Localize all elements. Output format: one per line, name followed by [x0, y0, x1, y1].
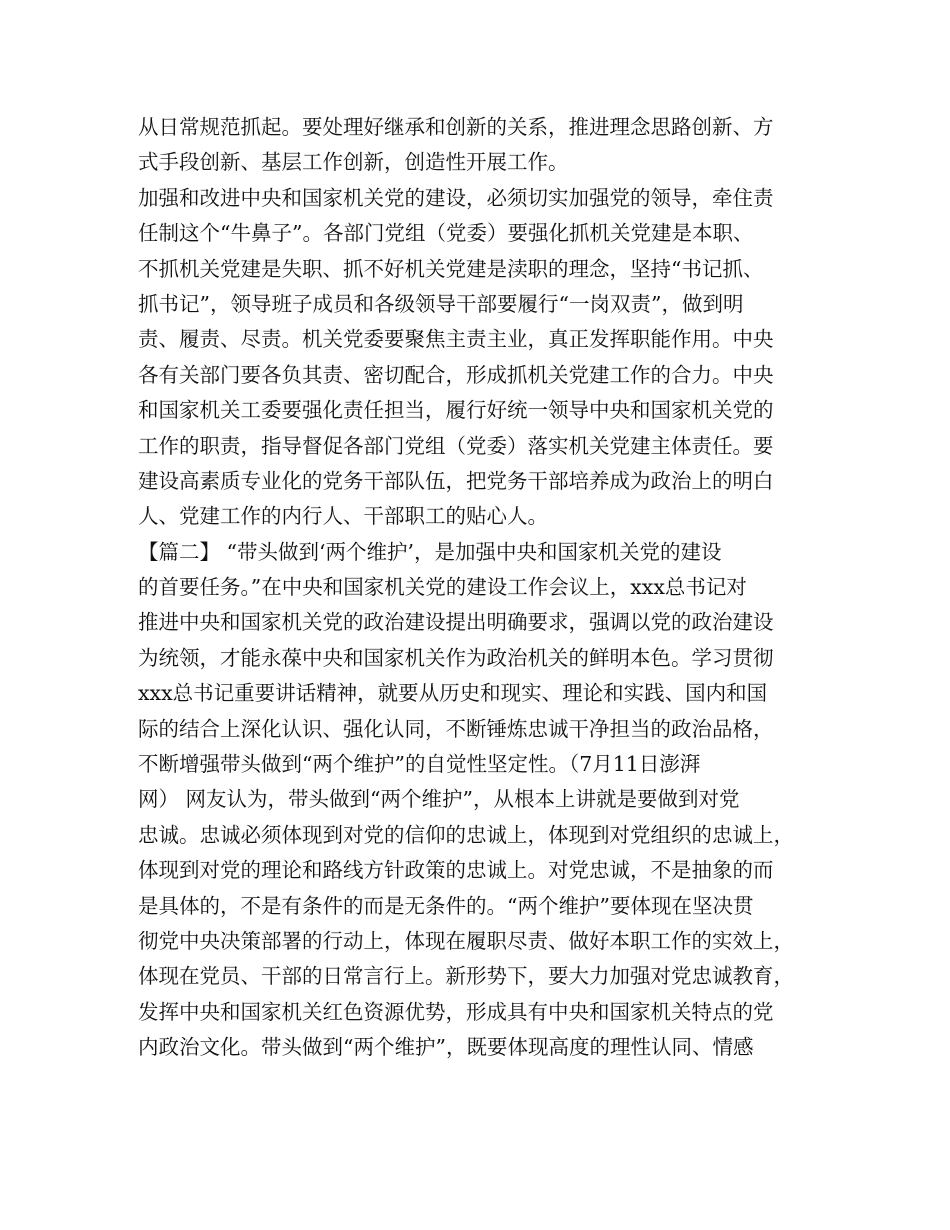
text-line: 是具体的，不是有条件的而是无条件的。“两个维护”要体现在坚决贯 [138, 893, 754, 918]
text-line: 发挥中央和国家机关红色资源优势，形成具有中央和国家机关特点的党 [138, 999, 774, 1024]
text-line: 彻党中央决策部署的行动上，体现在履职尽责、做好本职工作的实效上， [138, 928, 794, 953]
text-line: 际的结合上深化认识、强化认同，不断锤炼忠诚干净担当的政治品格， [138, 716, 774, 741]
text-line: 【篇二】 “带头做到‘两个维护’，是加强中央和国家机关党的建设 [138, 539, 722, 564]
document-body-text [138, 110, 822, 1066]
text-line: xxx总书记重要讲话精神，就要从历史和现实、理论和实践、国内和国 [138, 681, 768, 706]
text-line: 体现在党员、干部的日常言行上。新形势下，要大力加强对党忠诚教育， [138, 964, 794, 989]
text-line: 为统领，才能永葆中央和国家机关作为政治机关的鲜明本色。学习贯彻 [138, 645, 774, 670]
text-line: 网） 网友认为，带头做到“两个维护”，从根本上讲就是要做到对党 [138, 787, 740, 812]
text-line: 的首要任务。”在中央和国家机关党的建设工作会议上，xxx总书记对 [138, 575, 747, 600]
text-line: 不断增强带头做到“两个维护”的自觉性坚定性。（7月11日澎湃 [138, 752, 701, 777]
text-line: 体现到对党的理论和路线方针政策的忠诚上。对党忠诚，不是抽象的而 [138, 858, 774, 883]
text-line: 人、党建工作的内行人、干部职工的贴心人。 [138, 504, 548, 529]
text-line: 建设高素质专业化的党务干部队伍，把党务干部培养成为政治上的明白 [138, 468, 774, 493]
text-line: 工作的职责，指导督促各部门党组（党委）落实机关党建主体责任。要 [138, 433, 774, 458]
text-line: 式手段创新、基层工作创新，创造性开展工作。 [138, 150, 569, 175]
text-line: 责、履责、尽责。机关党委要聚焦主责主业，真正发挥职能作用。中央 [138, 327, 774, 352]
text-line: 抓书记”，领导班子成员和各级领导干部要履行“一岗双责”，做到明 [138, 291, 744, 316]
text-line: 推进中央和国家机关党的政治建设提出明确要求，强调以党的政治建设 [138, 610, 774, 635]
text-line: 加强和改进中央和国家机关党的建设，必须切实加强党的领导，牵住责 [138, 185, 774, 210]
text-line: 内政治文化。带头做到“两个维护”，既要体现高度的理性认同、情感 [138, 1035, 754, 1060]
text-line: 和国家机关工委要强化责任担当，履行好统一领导中央和国家机关党的 [138, 398, 774, 423]
text-line: 各有关部门要各负其责、密切配合，形成抓机关党建工作的合力。中央 [138, 362, 774, 387]
text-line: 忠诚。忠诚必须体现到对党的信仰的忠诚上，体现到对党组织的忠诚上， [138, 822, 794, 847]
text-line: 从日常规范抓起。要处理好继承和创新的关系，推进理念思路创新、方 [138, 115, 774, 139]
text-line: 任制这个“牛鼻子”。各部门党组（党委）要强化抓机关党建是本职、 [138, 221, 754, 246]
text-line: 不抓机关党建是失职、抓不好机关党建是渎职的理念，坚持“书记抓、 [138, 256, 764, 281]
